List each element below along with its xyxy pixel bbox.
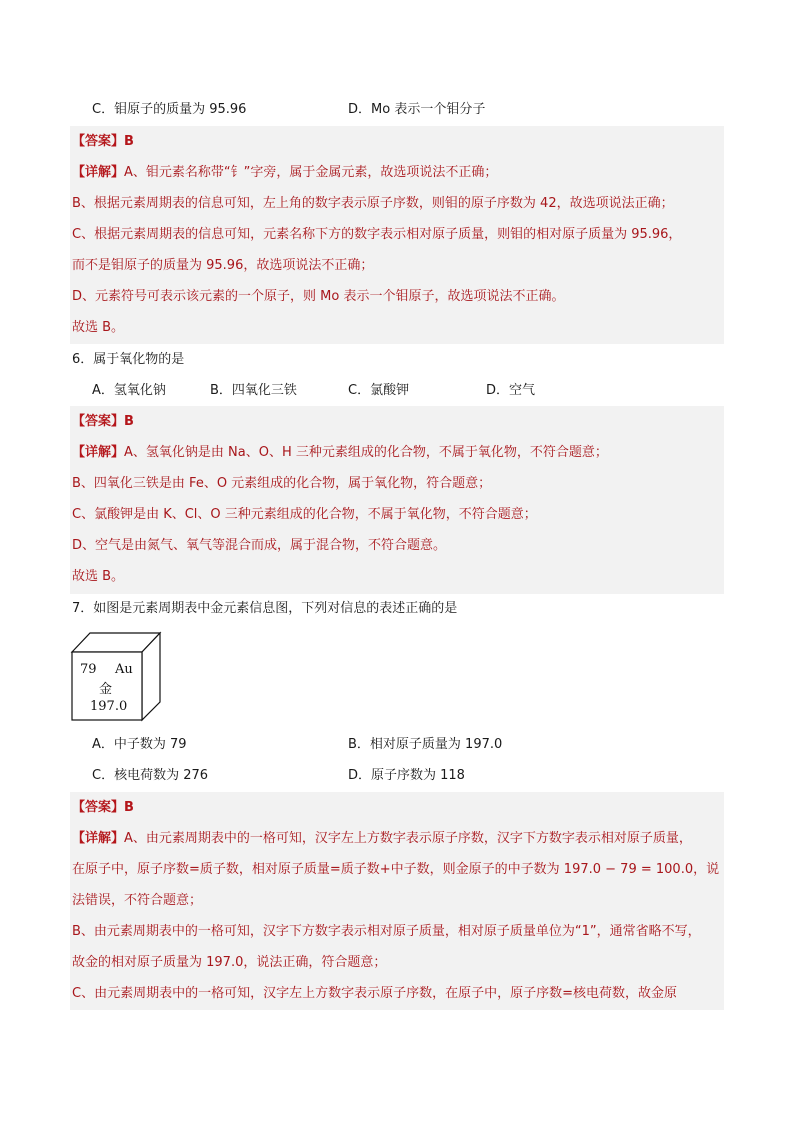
answer-value: B — [124, 414, 134, 429]
q5-answer — [72, 130, 134, 154]
q7-answer — [72, 796, 134, 820]
q6-answer — [72, 410, 134, 434]
q6-stem: 6．属于氧化物的是 — [72, 352, 185, 367]
q7-option-a: A．中子数为 79 — [92, 737, 187, 752]
element-name: 金 — [99, 682, 113, 697]
detail-label: 【详解】 — [72, 165, 125, 180]
q6-option-b: B．四氧化三铁 — [210, 383, 297, 398]
element-mass: 197.0 — [90, 699, 128, 714]
q5-conclusion: 故选 B。 — [72, 320, 125, 335]
q6-option-c: C．氯酸钾 — [348, 383, 410, 398]
q7-option-c: C．核电荷数为 276 — [92, 768, 209, 783]
element-symbol: Au — [115, 662, 133, 677]
q7-stem: 7．如图是元素周期表中金元素信息图，下列对信息的表述正确的是 — [72, 601, 458, 616]
q5-option-c: C．钼原子的质量为 95.96 — [92, 102, 247, 117]
q6-detail-line-c: C、氯酸钾是由 K、Cl、O 三种元素组成的化合物，不属于氧化物，不符合题意； — [72, 507, 537, 522]
q6-detail-line-b: B、四氧化三铁是由 Fe、O 元素组成的化合物，属于氧化物，符合题意； — [72, 476, 492, 491]
q5-detail-line-d: D、元素符号可表示该元素的一个原子，则 Mo 表示一个钼原子，故选项说法不正确。 — [72, 289, 565, 304]
q6-option-d: D．空气 — [486, 383, 536, 398]
answer-value: B — [124, 800, 134, 815]
q7-option-b: B．相对原子质量为 197.0 — [348, 737, 503, 752]
q6-detail-line-a: 【详解】A、氢氧化钠是由 Na、O、H 三种元素组成的化合物，不属于氧化物，不符合题意； — [72, 445, 608, 460]
q6-detail-line-d: D、空气是由氮气、氧气等混合而成，属于混合物，不符合题意。 — [72, 538, 447, 553]
q5-detail-line-c2: 而不是钼原子的质量为 95.96，故选项说法不正确； — [72, 258, 374, 273]
q7-option-d: D．原子序数为 118 — [348, 768, 465, 783]
q6-option-a: A．氢氧化钠 — [92, 383, 166, 398]
answer-label: 【答案】 — [72, 414, 125, 429]
detail-label: 【详解】 — [72, 831, 125, 846]
q5-detail-line-a: 【详解】A、钼元素名称带“钅”字旁，属于金属元素，故选项说法不正确； — [72, 165, 498, 180]
element-atomic-number: 79 — [80, 662, 97, 677]
q6-answer-panel — [70, 406, 724, 594]
q7-detail-line-a1: 【详解】A、由元素周期表中的一格可知，汉字左上方数字表示原子序数，汉字下方数字表示相对原子质量， — [72, 831, 692, 846]
q7-detail-line-c1: C、由元素周期表中的一格可知，汉字左上方数字表示原子序数，在原子中，原子序数=核电荷数，故金原 — [72, 986, 677, 1001]
answer-label: 【答案】 — [72, 800, 125, 815]
q6-conclusion: 故选 B。 — [72, 569, 125, 584]
q7-detail-line-b2: 故金的相对原子质量为 197.0，说法正确，符合题意； — [72, 955, 387, 970]
detail-label: 【详解】 — [72, 445, 125, 460]
q7-detail-line-b1: B、由元素周期表中的一格可知，汉字下方数字表示相对原子质量，相对原子质量单位为“1”，通常省略不写， — [72, 924, 701, 939]
q5-detail-line-b: B、根据元素周期表的信息可知，左上角的数字表示原子序数，则钼的原子序数为 42，故选项说法正确； — [72, 196, 674, 211]
q7-detail-line-a2: 在原子中，原子序数=质子数，相对原子质量=质子数+中子数，则金原子的中子数为 197.0 − 79 = 100.0，说 — [72, 862, 720, 877]
q5-option-d: D．Mo 表示一个钼分子 — [348, 102, 486, 117]
q5-detail-line-c: C、根据元素周期表的信息可知，元素名称下方的数字表示相对原子质量，则钼的相对原子质量为 95.96， — [72, 227, 682, 242]
answer-value: B — [124, 134, 134, 149]
answer-label: 【答案】 — [72, 134, 125, 149]
q7-detail-line-a3: 法错误，不符合题意； — [72, 893, 203, 908]
